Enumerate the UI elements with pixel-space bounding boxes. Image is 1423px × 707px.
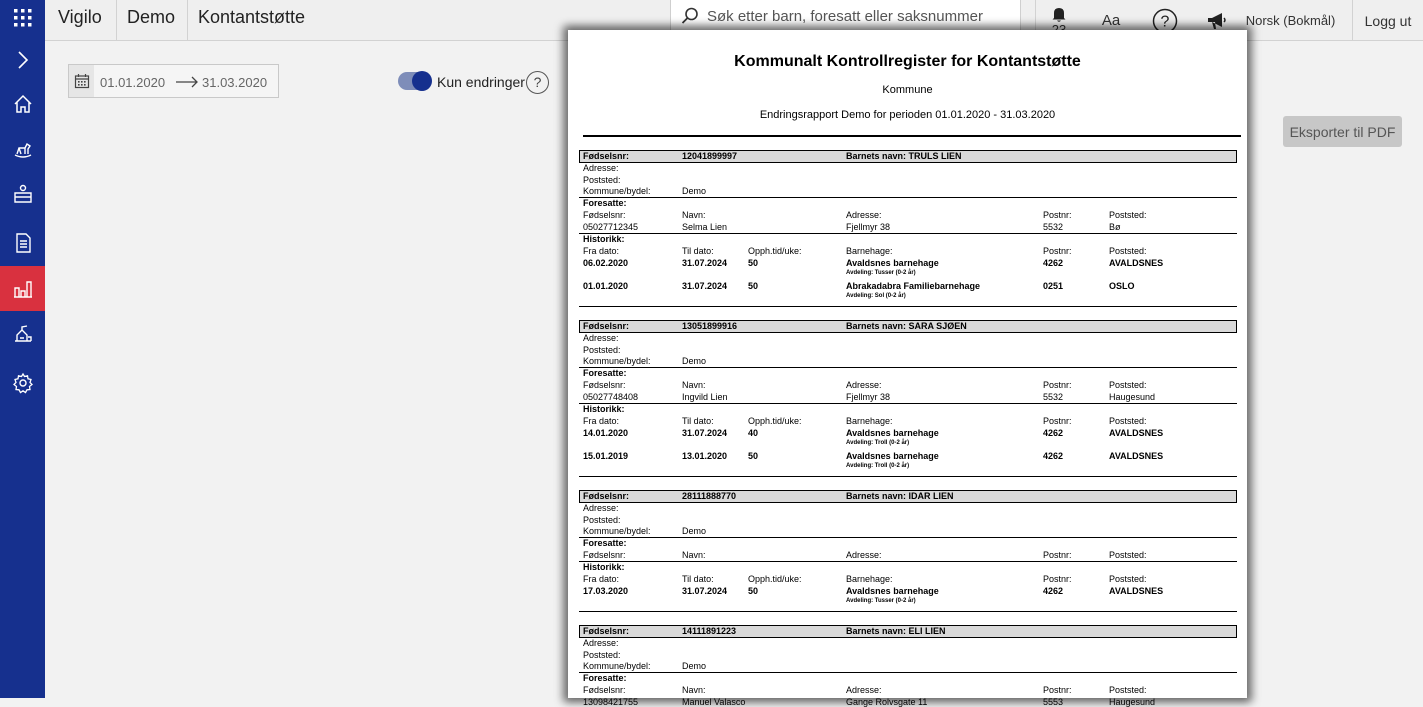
history-poststed: OSLO [1109,281,1135,291]
history-from: 17.03.2020 [583,586,629,596]
guardian-name: Manuel Valasco [682,697,746,707]
history-poststed: AVALDSNES [1109,586,1164,596]
guardian-fnr: 05027712345 [583,222,639,232]
guardian-postnr: 5532 [1043,392,1064,402]
history-poststed-label: Poststed: [1109,416,1147,426]
guardian-name-label: Navn: [682,550,706,560]
child-fnr-label: Fødselsnr: [583,491,630,501]
history-postnr-label: Postnr: [1043,574,1072,584]
guardian-postnr-label: Postnr: [1043,380,1072,390]
home-icon[interactable] [0,81,45,126]
arrow-right-icon [175,76,199,88]
breadcrumb-kontantstotte[interactable]: Kontantstøtte [198,7,306,27]
app-name[interactable]: Vigilo [45,0,117,41]
child-kommune-label: Kommune/bydel: [583,661,651,671]
font-size-label: Aa [1101,12,1121,29]
history-hours-label: Opph.tid/uke: [748,574,802,584]
chevron-right-icon[interactable] [0,37,45,82]
section-divider [579,537,1237,538]
child-address-label: Adresse: [583,163,619,173]
history-department: Avdeling: Tusser (0-2 år) [846,598,916,604]
guardian-address: Fjellmyr 38 [846,222,891,232]
child-fnr: 13051899916 [682,321,738,331]
only-changes-label: Kun endringer [437,74,525,90]
sidebar [0,0,45,698]
child-address-label: Adresse: [583,638,619,648]
guardian-poststed: Haugesund [1109,697,1156,707]
date-from[interactable]: 01.01.2020 [100,75,166,90]
history-to-label: Til dato: [682,416,714,426]
history-from-label: Fra dato: [583,574,620,584]
child-fnr: 12041899997 [682,151,738,161]
history-hours: 50 [748,586,759,596]
guardian-name-label: Navn: [682,685,706,695]
guardian-address-label: Adresse: [846,380,882,390]
history-kindergarten: Avaldsnes barnehage [846,258,939,268]
child-fnr-label: Fødselsnr: [583,626,630,636]
history-postnr-label: Postnr: [1043,246,1072,256]
history-label: Historikk: [583,234,625,244]
history-label: Historikk: [583,404,625,414]
history-postnr: 4262 [1043,586,1064,596]
history-kindergarten: Avaldsnes barnehage [846,451,939,461]
child-name: Barnets navn: SARA SJØEN [846,321,967,331]
child-kommune: Demo [682,526,707,536]
child-address-label: Adresse: [583,333,619,343]
history-postnr: 0251 [1043,281,1064,291]
child-poststed-label: Poststed: [583,175,621,185]
history-from: 15.01.2019 [583,451,629,461]
history-from-label: Fra dato: [583,416,620,426]
child-kit-icon[interactable] [0,171,45,216]
guardian-fnr-label: Fødselsnr: [583,210,626,220]
child-fnr: 28111888770 [682,491,737,501]
search-box[interactable] [670,0,1021,34]
language-select[interactable] [1238,0,1343,41]
guardian-fnr-label: Fødselsnr: [583,380,626,390]
section-divider [579,672,1237,673]
guardian-fnr: 05027748408 [583,392,639,402]
history-department: Avdeling: Tusser (0-2 år) [846,270,916,276]
guardian-poststed-label: Poststed: [1109,685,1147,695]
guardians-label: Foresatte: [583,673,627,683]
history-department: Avdeling: Troll (0-2 år) [846,440,910,446]
export-pdf-button[interactable]: Eksporter til PDF [1283,116,1402,147]
guardians-label: Foresatte: [583,368,627,378]
history-kindergarten: Abrakadabra Familiebarnehage [846,281,981,291]
report-subtitle: Kommune [882,84,933,96]
bell-icon [1050,5,1068,23]
guardian-poststed: Haugesund [1109,392,1156,402]
report-title: Kommunalt Kontrollregister for Kontantstøtte [734,53,1081,70]
guardian-postnr: 5532 [1043,222,1064,232]
history-from: 14.01.2020 [583,428,629,438]
history-postnr: 4262 [1043,451,1064,461]
section-divider [579,197,1237,198]
gear-icon[interactable] [0,360,45,405]
history-from-label: Fra dato: [583,246,620,256]
child-kommune: Demo [682,186,707,196]
history-to: 31.07.2024 [682,428,728,438]
toggle-knob [412,71,432,91]
guardian-fnr-label: Fødselsnr: [583,685,626,695]
history-to-label: Til dato: [682,574,714,584]
child-poststed-label: Poststed: [583,345,621,355]
report-preview [568,30,1247,707]
history-hours-label: Opph.tid/uke: [748,416,802,426]
history-poststed-label: Poststed: [1109,246,1147,256]
guardian-fnr: 13098421755 [583,697,639,707]
guardian-address: Gange Rolvsgate 11 [846,697,928,707]
search-icon [681,7,699,25]
child-name: Barnets navn: ELI LIEN [846,626,946,636]
bar-chart-icon[interactable] [0,266,45,311]
history-postnr-label: Postnr: [1043,416,1072,426]
history-hours-label: Opph.tid/uke: [748,246,802,256]
child-divider [579,611,1237,612]
section-divider [579,403,1237,404]
logout-button[interactable] [1352,0,1423,41]
date-range-picker[interactable] [68,64,279,98]
guardian-name-label: Navn: [682,380,706,390]
breadcrumb-demo[interactable]: Demo [117,0,188,41]
only-changes-toggle[interactable] [398,72,430,90]
guardian-address-label: Adresse: [846,685,882,695]
child-kommune-label: Kommune/bydel: [583,186,651,196]
child-kommune: Demo [682,356,707,366]
history-hours: 50 [748,451,759,461]
guardians-label: Foresatte: [583,538,627,548]
history-poststed-label: Poststed: [1109,574,1147,584]
megaphone-icon [1206,11,1228,31]
history-to: 31.07.2024 [682,586,728,596]
history-poststed: AVALDSNES [1109,451,1164,461]
guardian-poststed-label: Poststed: [1109,210,1147,220]
apps-grid-icon[interactable] [0,0,45,40]
guardian-name-label: Navn: [682,210,706,220]
child-fnr: 14111891223 [682,626,737,636]
calendar-icon[interactable] [69,65,94,97]
child-address-label: Adresse: [583,503,619,513]
guardian-postnr-label: Postnr: [1043,210,1072,220]
history-hours: 40 [748,428,759,438]
child-kommune-label: Kommune/bydel: [583,526,651,536]
guardian-poststed: Bø [1109,222,1121,232]
guardian-address: Fjellmyr 38 [846,392,891,402]
guardian-address-label: Adresse: [846,550,882,560]
guardian-name: Ingvild Lien [682,392,728,402]
history-kindergarten: Avaldsnes barnehage [846,586,939,596]
kindergarten-icon[interactable] [0,311,45,356]
history-kindergarten-label: Barnehage: [846,246,893,256]
history-kindergarten-label: Barnehage: [846,416,893,426]
child-fnr-label: Fødselsnr: [583,321,630,331]
history-label: Historikk: [583,562,625,572]
report-period: Endringsrapport Demo for perioden 01.01.2020 - 31.03.2020 [759,109,1056,121]
child-poststed-label: Poststed: [583,515,621,525]
guardian-address-label: Adresse: [846,210,882,220]
history-from: 01.01.2020 [583,281,629,291]
guardian-poststed-label: Poststed: [1109,550,1147,560]
history-to: 31.07.2024 [682,258,728,268]
child-kommune-label: Kommune/bydel: [583,356,651,366]
history-kindergarten: Avaldsnes barnehage [846,428,939,438]
child-fnr-label: Fødselsnr: [583,151,630,161]
history-to: 13.01.2020 [682,451,728,461]
history-department: Avdeling: Troll (0-2 år) [846,463,910,469]
language-label: Norsk (Bokmål) [1245,13,1336,28]
guardian-postnr: 5553 [1043,697,1064,707]
history-to-label: Til dato: [682,246,714,256]
history-postnr: 4262 [1043,428,1064,438]
history-kindergarten-label: Barnehage: [846,574,893,584]
guardian-fnr-label: Fødselsnr: [583,550,626,560]
history-postnr: 4262 [1043,258,1064,268]
date-to[interactable]: 31.03.2020 [202,75,268,90]
guardian-postnr-label: Postnr: [1043,550,1072,560]
guardian-poststed-label: Poststed: [1109,380,1147,390]
child-poststed-label: Poststed: [583,650,621,660]
guardians-label: Foresatte: [583,198,627,208]
search-input[interactable] [707,8,1012,25]
filter-help-icon[interactable]: ? [526,71,549,94]
history-hours: 50 [748,281,759,291]
svg-text:?: ? [1160,13,1169,30]
history-poststed: AVALDSNES [1109,428,1164,438]
section-divider [579,367,1237,368]
rocking-horse-icon[interactable] [0,126,45,171]
logout-label: Logg ut [1364,12,1412,29]
guardian-postnr-label: Postnr: [1043,685,1072,695]
child-name: Barnets navn: TRULS LIEN [846,151,962,161]
history-department: Avdeling: Sol (0-2 år) [846,293,906,299]
history-from: 06.02.2020 [583,258,629,268]
child-kommune: Demo [682,661,707,671]
history-to: 31.07.2024 [682,281,728,291]
section-divider [579,561,1237,562]
child-name: Barnets navn: IDAR LIEN [846,491,954,501]
child-divider [579,476,1237,477]
guardian-name: Selma Lien [682,222,728,232]
history-hours: 50 [748,258,759,268]
document-icon[interactable] [0,220,45,265]
report-divider [583,135,1241,137]
child-divider [579,306,1237,307]
section-divider [579,233,1237,234]
history-poststed: AVALDSNES [1109,258,1164,268]
